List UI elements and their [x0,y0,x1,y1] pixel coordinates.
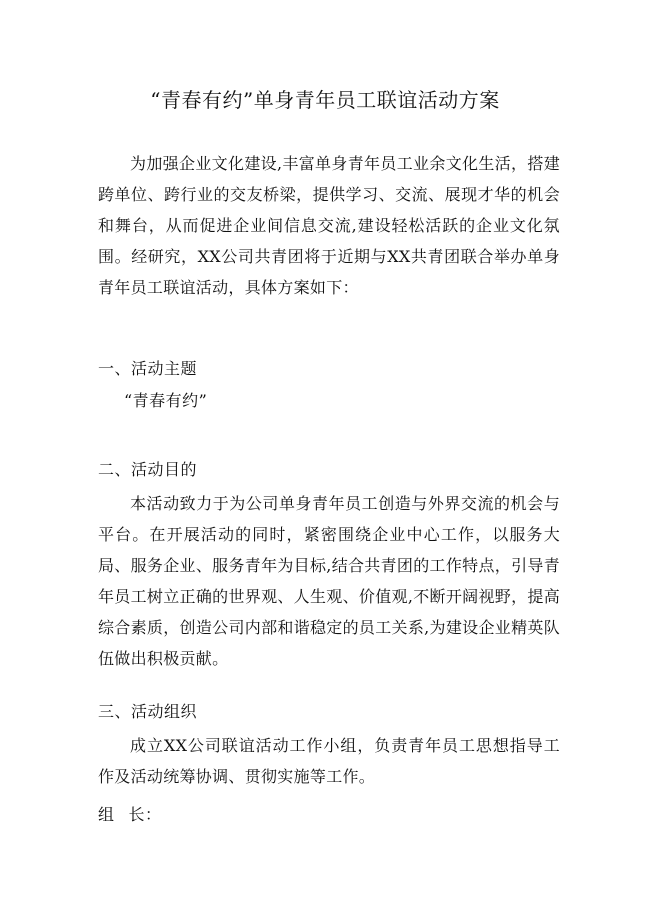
leader-label-part2: 长： [128,805,162,824]
leader-label-part1: 组 [98,805,115,824]
section-3-heading: 三、活动组织 [98,702,198,721]
section-3-text: 成立XX公司联谊活动工作小组，负责青年员工思想指导工作及活动统筹协调、贯彻实施等工作。 [98,736,560,786]
section-2-heading: 二、活动目的 [98,460,198,479]
section-3-paragraph [98,730,560,792]
section-2-text: 本活动致力于为公司单身青年员工创造与外界交流的机会与平台。在开展活动的同时，紧密围绕企业中心工作，以服务大局、服务企业、服务青年为目标,结合共青团的工作特点，引导青年员工树立正确的世界观、人生观、价值观,不断开阔视野，提高综合素质，创造公司内部和谐稳定的员工关系,为建设企业精英队伍做出积极贡献。 [98,494,560,668]
section-1-heading: 一、活动主题 [98,359,198,378]
section-2-paragraph [98,488,560,674]
intro-text: 为加强企业文化建设,丰富单身青年员工业余文化生活，搭建跨单位、跨行业的交友桥梁，提供学习、交流、展现才华的机会和舞台，从而促进企业间信息交流,建设轻松活跃的企业文化氛围。经研究，XX公司共青团将于近期与XX共青团联合举办单身青年员工联谊活动，具体方案如下： [98,154,560,297]
section-1-theme: “青春有约” [124,391,208,410]
intro-paragraph [98,148,560,303]
document-title: “青春有约”单身青年员工联谊活动方案 [150,88,500,112]
leader-label [98,803,162,827]
